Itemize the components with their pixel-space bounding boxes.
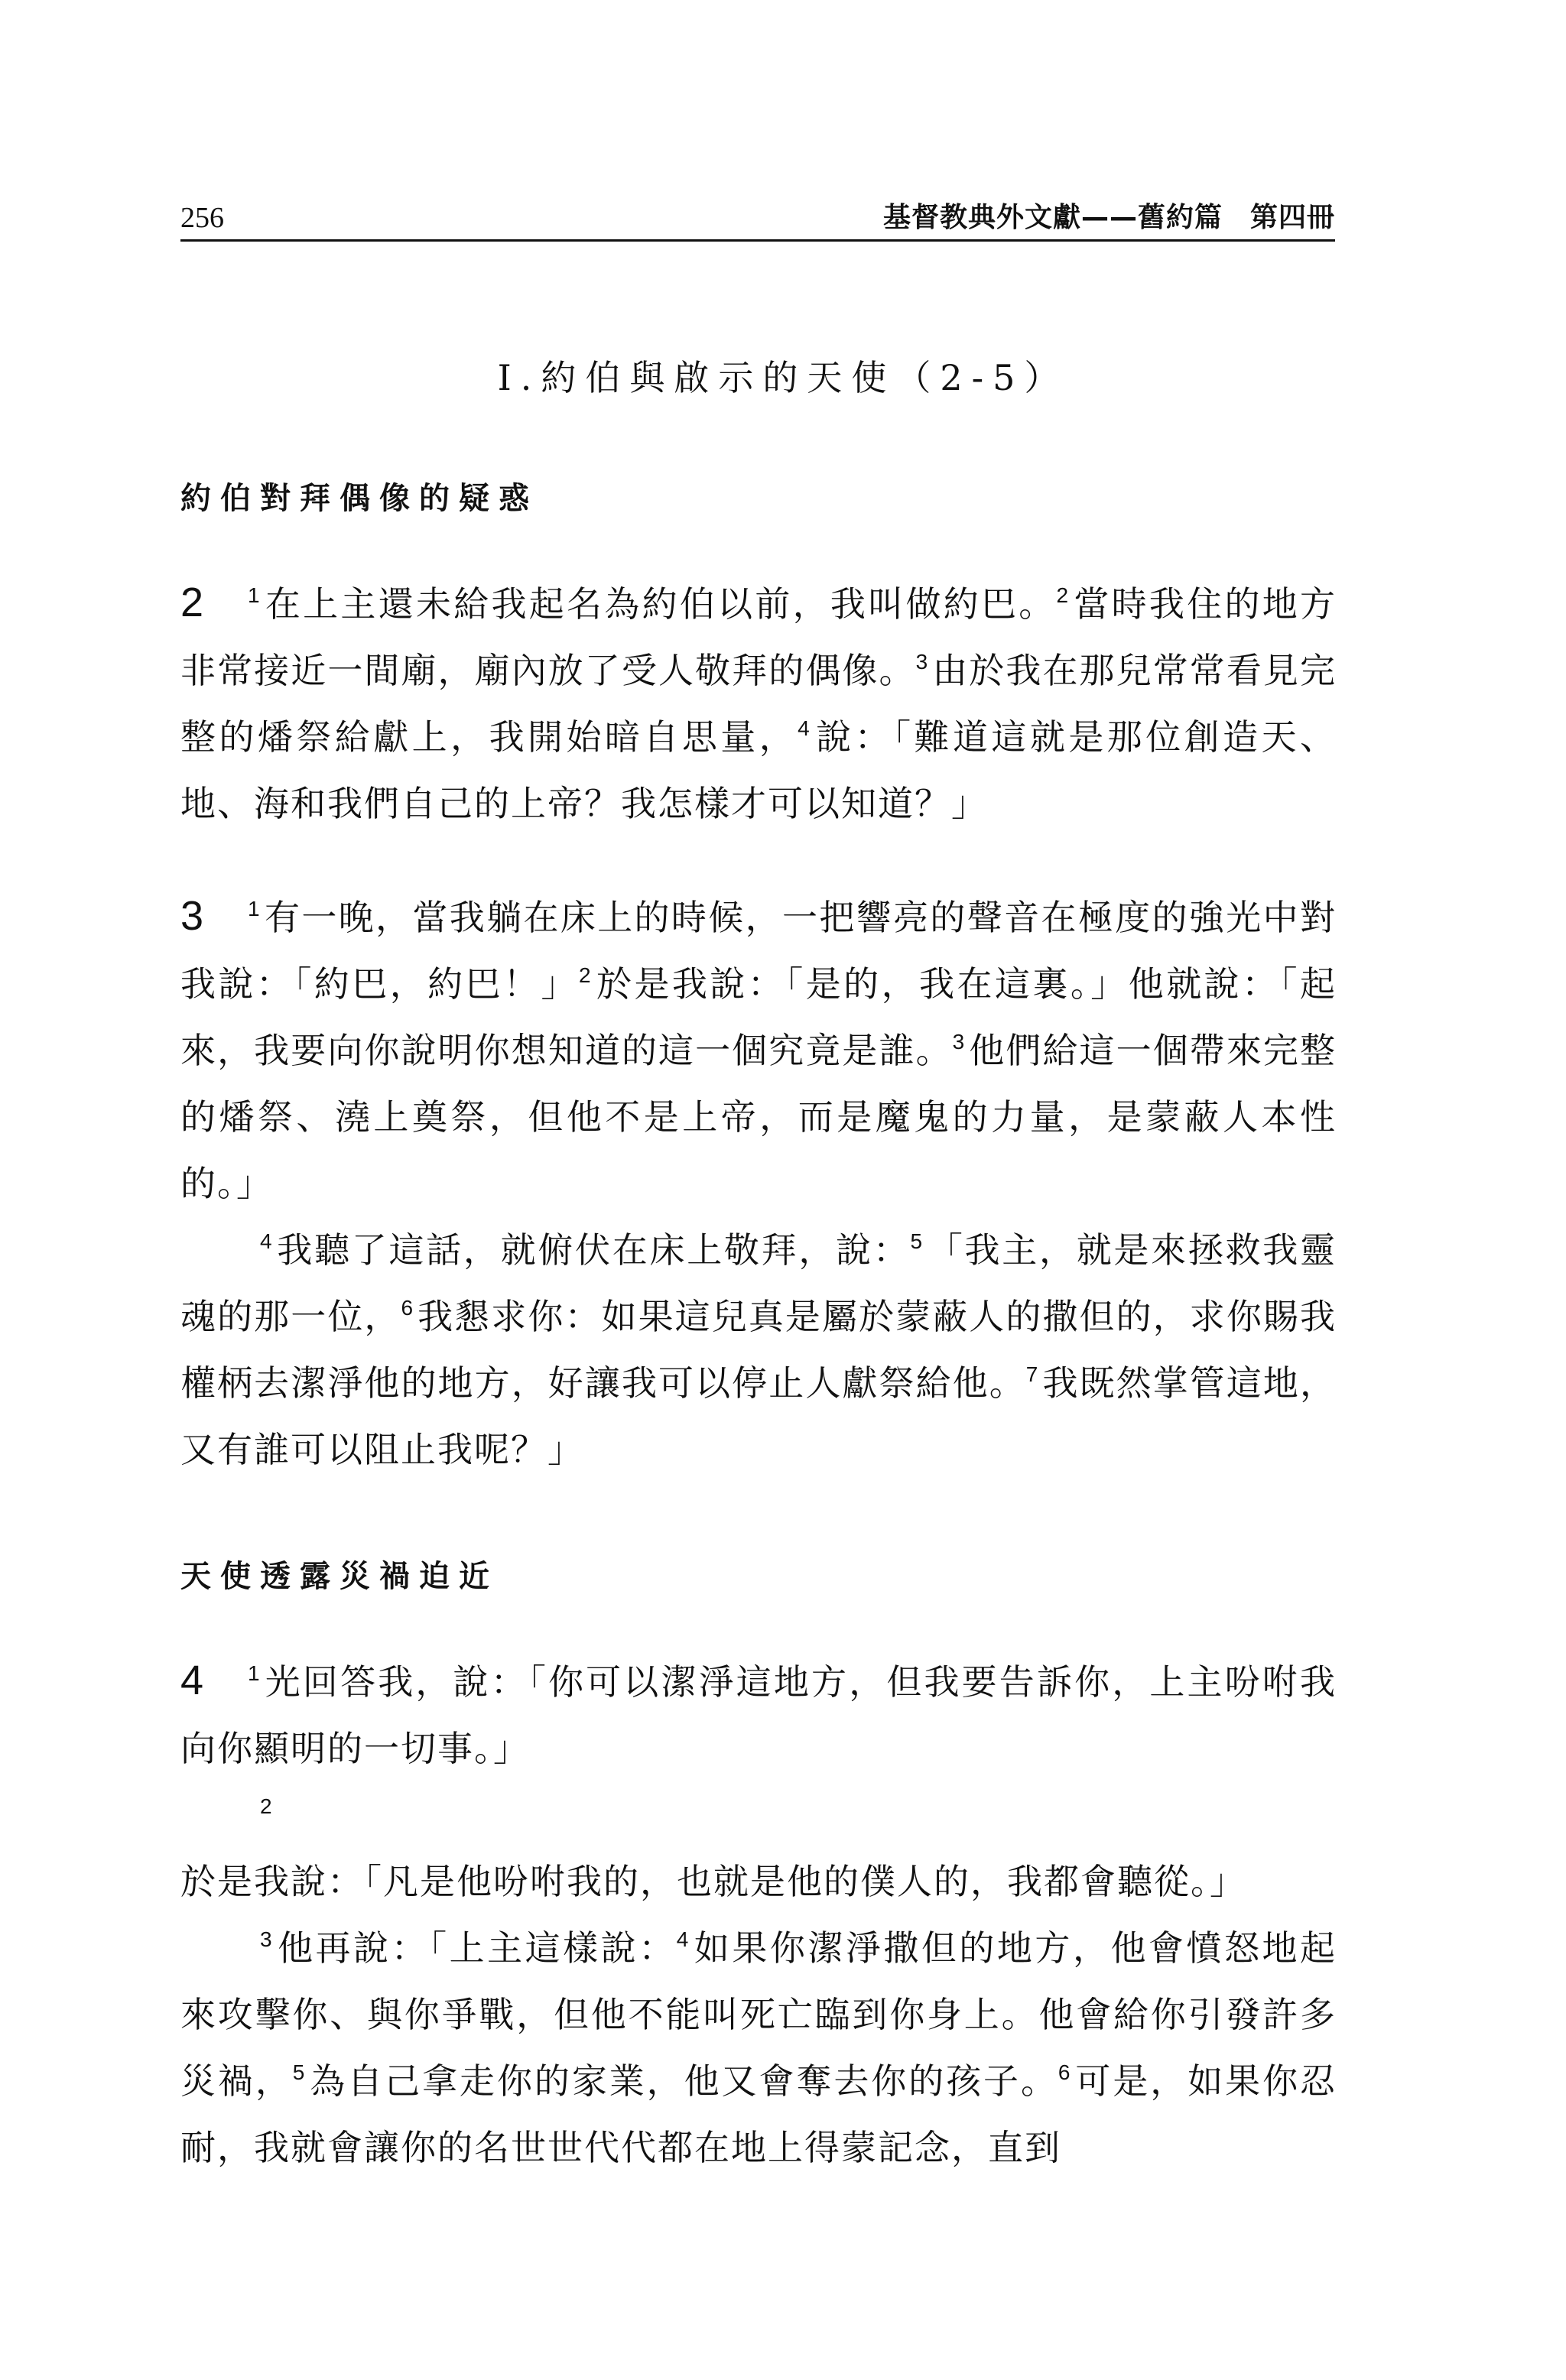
chapter-number: 3 — [180, 893, 204, 939]
verse-text: 有一晚，當我躺在床上的時候，一把響亮的聲音在極度的強光中對我說：「約巴，約巴！」 — [180, 897, 1337, 1005]
chapter-2 — [180, 570, 1337, 837]
verse-text: 我既然掌管這地，又有誰可以阻止我呢？」 — [180, 1362, 1337, 1470]
paragraph — [180, 1915, 1337, 2181]
verse-number: 3 — [915, 650, 928, 674]
verse-number: 5 — [910, 1229, 923, 1253]
verse-number: 2 — [260, 1794, 272, 1818]
verse-text: 當時我住的地方非常接近一間廟，廟內放了受人敬拜的偶像。 — [180, 583, 1337, 691]
paragraph — [180, 1217, 1337, 1483]
verse-text: 我聽了這話，就俯伏在床上敬拜，說： — [276, 1229, 911, 1271]
verse-number: 2 — [1056, 583, 1069, 607]
page-header — [180, 195, 1335, 241]
verse-text: 我懇求你：如果這兒真是屬於蒙蔽人的撒但的，求你賜我權柄去潔淨他的地方，好讓我可以停止人獻祭給他。 — [180, 1296, 1337, 1404]
verse-text: 可是，如果你忍耐，我就會讓你的名世世代代都在地上得蒙記念，直到 — [180, 2060, 1337, 2168]
verse-number: 7 — [1025, 1362, 1038, 1386]
verse-number: 1 — [248, 897, 260, 921]
verse-number: 4 — [798, 716, 810, 740]
verse-text: 他再說：「上主這樣說： — [276, 1927, 677, 1969]
subheading-idol-doubt: 約伯對拜偶像的疑惑 — [180, 481, 538, 516]
subheading-disaster: 天使透露災禍迫近 — [180, 1559, 499, 1594]
verse-number: 3 — [952, 1030, 965, 1054]
verse-number: 5 — [292, 2060, 305, 2084]
verse-text: 「我主，就是來拯救我靈魂的那一位， — [180, 1229, 1337, 1337]
paragraph — [180, 570, 1337, 837]
chapter-number: 4 — [180, 1658, 204, 1703]
paragraph — [180, 1648, 1337, 1782]
verse-number: 3 — [260, 1927, 272, 1951]
verse-number: 2 — [578, 963, 591, 987]
chapter-number: 2 — [180, 580, 204, 625]
verse-number: 6 — [401, 1296, 414, 1320]
book-title: 基督教典外文獻——舊約篇 — [882, 202, 1223, 233]
verse-text: 在上主還未給我起名為約伯以前，我叫做約巴。 — [264, 583, 1057, 625]
chapter-3 — [180, 883, 1337, 1483]
chapter-4 — [180, 1648, 1337, 2181]
verse-number: 1 — [248, 583, 260, 607]
volume-label: 第四冊 — [1249, 202, 1335, 233]
verse-number: 4 — [676, 1927, 689, 1951]
verse-text: 於是我說：「凡是他吩咐我的，也就是他的僕人的，我都會聽從。」 — [180, 1861, 1246, 1902]
verse-text: 光回答我，說：「你可以潔淨這地方，但我要告訴你，上主吩咐我向你顯明的一切事。」 — [180, 1661, 1337, 1769]
running-title — [883, 196, 1335, 235]
paragraph — [180, 883, 1337, 1217]
verse-text: 於是我說：「是的，我在這裏。」他就說：「起來，我要向你說明你想知道的這一個究竟是誰。 — [180, 963, 1337, 1071]
paragraph — [180, 1782, 1337, 1915]
verse-text: 如果你潔淨撒但的地方，他會憤怒地起來攻擊你、與你爭戰，但他不能叫死亡臨到你身上。他會給你引發許多災禍， — [180, 1927, 1337, 2102]
verse-text: 說：「難道這就是那位創造天、地、海和我們自己的上帝？我怎樣才可以知道？」 — [180, 716, 1337, 824]
verse-text: 為自己拿走你的家業，他又會奪去你的孩子。 — [309, 2060, 1058, 2102]
verse-text: 由於我在那兒常常看見完整的燔祭給獻上，我開始暗自思量， — [180, 650, 1337, 758]
verse-text: 他們給這一個帶來完整的燔祭、澆上奠祭，但他不是上帝，而是魔鬼的力量，是蒙蔽人本性的。」 — [180, 1030, 1337, 1204]
verse-number: 6 — [1058, 2060, 1071, 2084]
verse-number: 1 — [248, 1661, 260, 1685]
verse-number: 4 — [260, 1229, 272, 1253]
header-rule — [180, 239, 1335, 242]
section-title: I.約伯與啟示的天使（2-5） — [497, 357, 1069, 398]
page-number: 256 — [180, 202, 224, 234]
